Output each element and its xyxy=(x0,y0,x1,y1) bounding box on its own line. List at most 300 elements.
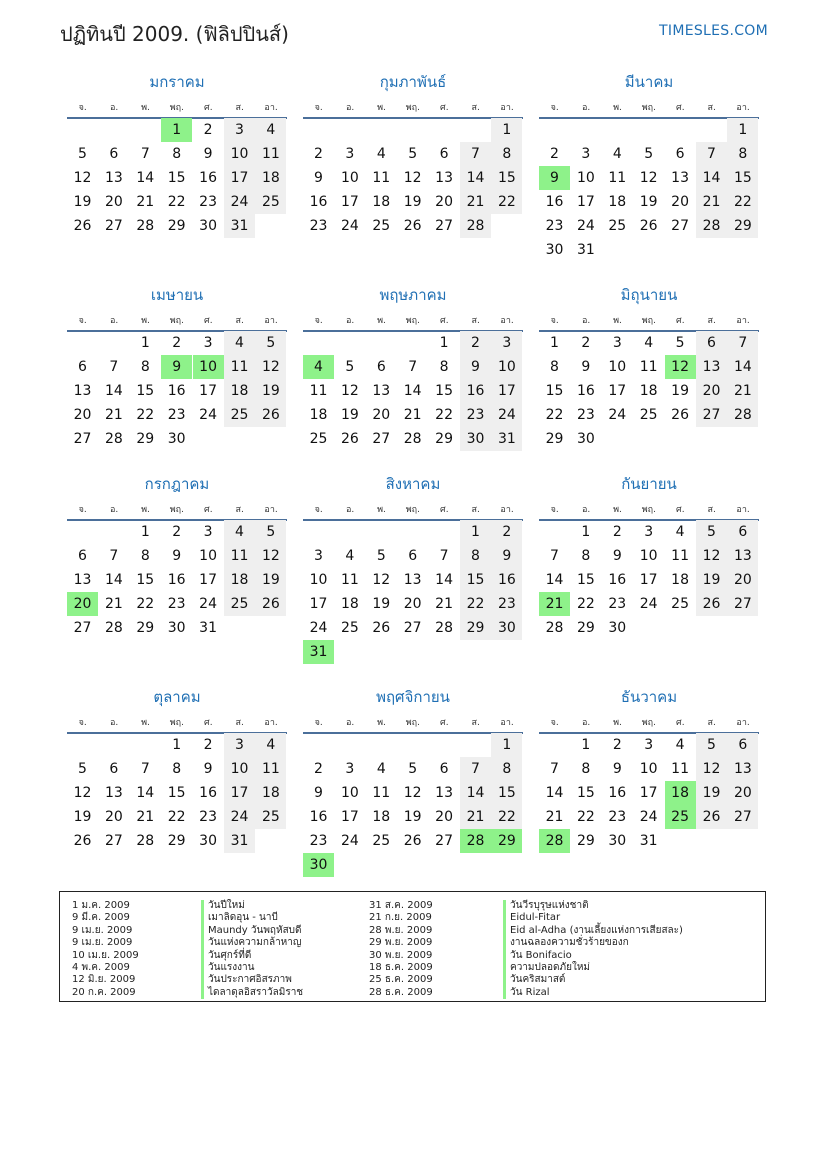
day-cell[interactable]: 23 xyxy=(167,407,186,423)
day-cell[interactable]: 24 xyxy=(576,218,595,234)
day-cell[interactable]: 29 xyxy=(136,431,155,447)
day-cell[interactable]: 22 xyxy=(167,809,186,825)
day-cell[interactable]: 29 xyxy=(136,620,155,636)
holiday-day-cell[interactable]: 21 xyxy=(539,592,570,616)
day-cell[interactable]: 4 xyxy=(376,146,386,162)
day-cell[interactable]: 11 xyxy=(340,572,359,588)
day-cell[interactable]: 9 xyxy=(612,761,622,777)
day-cell[interactable]: 21 xyxy=(136,809,155,825)
holiday-day-cell[interactable]: 10 xyxy=(193,355,224,379)
day-cell[interactable]: 9 xyxy=(460,355,491,379)
day-cell[interactable]: 2 xyxy=(550,146,559,162)
day-cell[interactable]: 17 xyxy=(340,194,359,210)
day-cell[interactable]: 8 xyxy=(172,146,182,162)
holiday-day-cell[interactable]: 30 xyxy=(303,853,334,877)
day-cell[interactable]: 4 xyxy=(675,737,685,753)
day-cell[interactable]: 21 xyxy=(696,190,727,214)
day-cell[interactable]: 3 xyxy=(491,331,522,355)
day-cell[interactable]: 23 xyxy=(608,809,627,825)
day-cell[interactable]: 14 xyxy=(696,166,727,190)
day-cell[interactable]: 23 xyxy=(491,592,522,616)
day-cell[interactable]: 17 xyxy=(224,166,255,190)
day-cell[interactable]: 26 xyxy=(372,620,391,636)
day-cell[interactable]: 28 xyxy=(696,214,727,238)
day-cell[interactable]: 18 xyxy=(671,572,689,588)
day-cell[interactable]: 3 xyxy=(612,335,622,351)
day-cell[interactable]: 23 xyxy=(309,833,328,849)
day-cell[interactable]: 3 xyxy=(224,733,255,757)
day-cell[interactable]: 28 xyxy=(460,214,491,238)
day-cell[interactable]: 8 xyxy=(140,359,150,375)
day-cell[interactable]: 7 xyxy=(550,761,559,777)
day-cell[interactable]: 16 xyxy=(460,379,491,403)
day-cell[interactable]: 3 xyxy=(644,524,654,540)
day-cell[interactable]: 26 xyxy=(255,592,286,616)
day-cell[interactable]: 25 xyxy=(340,620,359,636)
day-cell[interactable]: 11 xyxy=(224,355,255,379)
day-cell[interactable]: 30 xyxy=(608,833,627,849)
day-cell[interactable]: 7 xyxy=(439,548,449,564)
day-cell[interactable]: 29 xyxy=(167,833,186,849)
day-cell[interactable]: 2 xyxy=(172,524,182,540)
day-cell[interactable]: 18 xyxy=(224,568,255,592)
day-cell[interactable]: 4 xyxy=(644,335,654,351)
day-cell[interactable]: 5 xyxy=(408,761,418,777)
day-cell[interactable]: 8 xyxy=(460,544,491,568)
day-cell[interactable]: 22 xyxy=(491,805,522,829)
day-cell[interactable]: 7 xyxy=(140,761,150,777)
day-cell[interactable]: 4 xyxy=(224,331,255,355)
day-cell[interactable]: 15 xyxy=(576,785,595,801)
day-cell[interactable]: 5 xyxy=(696,733,727,757)
day-cell[interactable]: 11 xyxy=(639,359,658,375)
day-cell[interactable]: 15 xyxy=(136,383,155,399)
day-cell[interactable]: 24 xyxy=(608,407,627,423)
day-cell[interactable]: 5 xyxy=(78,761,87,777)
day-cell[interactable]: 25 xyxy=(224,403,255,427)
day-cell[interactable]: 1 xyxy=(439,335,449,351)
site-logo-text[interactable]: TIMESLES.COM xyxy=(659,23,768,39)
day-cell[interactable]: 14 xyxy=(136,785,155,801)
day-cell[interactable]: 21 xyxy=(104,407,123,423)
day-cell[interactable]: 8 xyxy=(581,548,591,564)
day-cell[interactable]: 29 xyxy=(727,214,758,238)
day-cell[interactable]: 26 xyxy=(340,431,359,447)
day-cell[interactable]: 27 xyxy=(435,833,453,849)
day-cell[interactable]: 23 xyxy=(576,407,595,423)
day-cell[interactable]: 13 xyxy=(435,170,453,186)
day-cell[interactable]: 25 xyxy=(372,218,391,234)
day-cell[interactable]: 10 xyxy=(340,785,359,801)
day-cell[interactable]: 27 xyxy=(727,805,758,829)
day-cell[interactable]: 24 xyxy=(639,809,658,825)
day-cell[interactable]: 17 xyxy=(608,383,627,399)
day-cell[interactable]: 22 xyxy=(545,407,564,423)
day-cell[interactable]: 11 xyxy=(309,383,328,399)
day-cell[interactable]: 14 xyxy=(460,166,491,190)
day-cell[interactable]: 8 xyxy=(140,548,150,564)
day-cell[interactable]: 15 xyxy=(727,166,758,190)
day-cell[interactable]: 8 xyxy=(550,359,559,375)
day-cell[interactable]: 4 xyxy=(345,548,355,564)
day-cell[interactable]: 17 xyxy=(491,379,522,403)
day-cell[interactable]: 1 xyxy=(581,524,591,540)
day-cell[interactable]: 5 xyxy=(255,520,286,544)
holiday-day-cell[interactable]: 9 xyxy=(161,355,192,379)
day-cell[interactable]: 18 xyxy=(224,379,255,403)
day-cell[interactable]: 30 xyxy=(199,218,217,234)
day-cell[interactable]: 26 xyxy=(696,592,727,616)
day-cell[interactable]: 16 xyxy=(199,785,217,801)
day-cell[interactable]: 2 xyxy=(203,737,213,753)
day-cell[interactable]: 12 xyxy=(696,544,727,568)
holiday-day-cell[interactable]: 28 xyxy=(460,829,491,853)
day-cell[interactable]: 8 xyxy=(172,761,182,777)
day-cell[interactable]: 11 xyxy=(608,170,627,186)
day-cell[interactable]: 29 xyxy=(460,616,491,640)
day-cell[interactable]: 16 xyxy=(545,194,564,210)
day-cell[interactable]: 24 xyxy=(340,218,359,234)
day-cell[interactable]: 2 xyxy=(314,761,323,777)
day-cell[interactable]: 15 xyxy=(576,572,595,588)
day-cell[interactable]: 16 xyxy=(167,572,186,588)
day-cell[interactable]: 30 xyxy=(167,431,186,447)
day-cell[interactable]: 21 xyxy=(727,379,758,403)
day-cell[interactable]: 5 xyxy=(376,548,386,564)
day-cell[interactable]: 2 xyxy=(314,146,323,162)
day-cell[interactable]: 19 xyxy=(696,568,727,592)
day-cell[interactable]: 1 xyxy=(550,335,559,351)
day-cell[interactable]: 27 xyxy=(403,620,422,636)
day-cell[interactable]: 11 xyxy=(372,170,391,186)
day-cell[interactable]: 4 xyxy=(255,118,286,142)
day-cell[interactable]: 4 xyxy=(376,761,386,777)
day-cell[interactable]: 26 xyxy=(671,407,689,423)
day-cell[interactable]: 21 xyxy=(435,596,453,612)
day-cell[interactable]: 9 xyxy=(581,359,591,375)
day-cell[interactable]: 23 xyxy=(199,194,217,210)
day-cell[interactable]: 25 xyxy=(639,407,658,423)
day-cell[interactable]: 6 xyxy=(109,761,119,777)
day-cell[interactable]: 22 xyxy=(435,407,453,423)
day-cell[interactable]: 20 xyxy=(671,194,689,210)
day-cell[interactable]: 21 xyxy=(104,596,123,612)
day-cell[interactable]: 11 xyxy=(671,548,689,564)
day-cell[interactable]: 19 xyxy=(255,379,286,403)
day-cell[interactable]: 16 xyxy=(608,785,627,801)
day-cell[interactable]: 25 xyxy=(671,596,689,612)
day-cell[interactable]: 30 xyxy=(608,620,627,636)
day-cell[interactable]: 6 xyxy=(675,146,685,162)
day-cell[interactable]: 30 xyxy=(491,616,522,640)
day-cell[interactable]: 13 xyxy=(73,572,92,588)
day-cell[interactable]: 31 xyxy=(224,214,255,238)
day-cell[interactable]: 27 xyxy=(73,431,92,447)
day-cell[interactable]: 20 xyxy=(372,407,391,423)
day-cell[interactable]: 24 xyxy=(639,596,658,612)
day-cell[interactable]: 20 xyxy=(696,379,727,403)
day-cell[interactable]: 1 xyxy=(491,118,522,142)
day-cell[interactable]: 19 xyxy=(696,781,727,805)
day-cell[interactable]: 13 xyxy=(435,785,453,801)
day-cell[interactable]: 7 xyxy=(408,359,418,375)
day-cell[interactable]: 7 xyxy=(696,142,727,166)
day-cell[interactable]: 17 xyxy=(224,781,255,805)
day-cell[interactable]: 20 xyxy=(104,194,123,210)
day-cell[interactable]: 8 xyxy=(727,142,758,166)
day-cell[interactable]: 22 xyxy=(576,809,595,825)
day-cell[interactable]: 14 xyxy=(136,170,155,186)
day-cell[interactable]: 27 xyxy=(727,592,758,616)
day-cell[interactable]: 2 xyxy=(612,737,622,753)
day-cell[interactable]: 10 xyxy=(608,359,627,375)
day-cell[interactable]: 30 xyxy=(199,833,217,849)
day-cell[interactable]: 11 xyxy=(671,761,689,777)
day-cell[interactable]: 8 xyxy=(491,142,522,166)
day-cell[interactable]: 5 xyxy=(696,520,727,544)
day-cell[interactable]: 31 xyxy=(491,427,522,451)
day-cell[interactable]: 13 xyxy=(403,572,422,588)
day-cell[interactable]: 7 xyxy=(460,757,491,781)
day-cell[interactable]: 16 xyxy=(199,170,217,186)
day-cell[interactable]: 20 xyxy=(104,809,123,825)
day-cell[interactable]: 10 xyxy=(340,170,359,186)
day-cell[interactable]: 8 xyxy=(491,757,522,781)
day-cell[interactable]: 13 xyxy=(727,544,758,568)
day-cell[interactable]: 26 xyxy=(696,805,727,829)
day-cell[interactable]: 14 xyxy=(460,781,491,805)
day-cell[interactable]: 13 xyxy=(671,170,689,186)
day-cell[interactable]: 23 xyxy=(545,218,564,234)
day-cell[interactable]: 28 xyxy=(435,620,453,636)
day-cell[interactable]: 14 xyxy=(727,355,758,379)
holiday-day-cell[interactable]: 28 xyxy=(539,829,570,853)
day-cell[interactable]: 3 xyxy=(203,335,213,351)
day-cell[interactable]: 9 xyxy=(203,146,213,162)
day-cell[interactable]: 10 xyxy=(309,572,328,588)
day-cell[interactable]: 9 xyxy=(314,785,323,801)
day-cell[interactable]: 9 xyxy=(172,548,182,564)
day-cell[interactable]: 27 xyxy=(104,833,123,849)
day-cell[interactable]: 17 xyxy=(639,785,658,801)
day-cell[interactable]: 1 xyxy=(581,737,591,753)
day-cell[interactable]: 9 xyxy=(612,548,622,564)
day-cell[interactable]: 28 xyxy=(403,431,422,447)
day-cell[interactable]: 30 xyxy=(545,242,564,258)
holiday-day-cell[interactable]: 9 xyxy=(539,166,570,190)
holiday-day-cell[interactable]: 12 xyxy=(665,355,696,379)
day-cell[interactable]: 14 xyxy=(104,572,123,588)
day-cell[interactable]: 22 xyxy=(136,407,155,423)
day-cell[interactable]: 9 xyxy=(314,170,323,186)
day-cell[interactable]: 1 xyxy=(140,335,150,351)
day-cell[interactable]: 14 xyxy=(104,383,123,399)
day-cell[interactable]: 7 xyxy=(550,548,559,564)
day-cell[interactable]: 10 xyxy=(224,757,255,781)
day-cell[interactable]: 6 xyxy=(727,520,758,544)
day-cell[interactable]: 16 xyxy=(309,809,328,825)
day-cell[interactable]: 18 xyxy=(255,781,286,805)
day-cell[interactable]: 13 xyxy=(696,355,727,379)
day-cell[interactable]: 17 xyxy=(199,572,217,588)
day-cell[interactable]: 24 xyxy=(199,407,217,423)
day-cell[interactable]: 21 xyxy=(460,805,491,829)
day-cell[interactable]: 12 xyxy=(73,785,92,801)
day-cell[interactable]: 18 xyxy=(309,407,328,423)
day-cell[interactable]: 7 xyxy=(109,548,119,564)
day-cell[interactable]: 15 xyxy=(460,568,491,592)
day-cell[interactable]: 4 xyxy=(255,733,286,757)
day-cell[interactable]: 18 xyxy=(608,194,627,210)
day-cell[interactable]: 20 xyxy=(403,596,422,612)
day-cell[interactable]: 28 xyxy=(104,620,123,636)
day-cell[interactable]: 21 xyxy=(545,809,564,825)
day-cell[interactable]: 3 xyxy=(644,737,654,753)
day-cell[interactable]: 5 xyxy=(78,146,87,162)
day-cell[interactable]: 25 xyxy=(372,833,391,849)
day-cell[interactable]: 21 xyxy=(460,190,491,214)
day-cell[interactable]: 16 xyxy=(167,383,186,399)
day-cell[interactable]: 1 xyxy=(140,524,150,540)
day-cell[interactable]: 1 xyxy=(491,733,522,757)
day-cell[interactable]: 15 xyxy=(491,166,522,190)
day-cell[interactable]: 20 xyxy=(73,407,92,423)
day-cell[interactable]: 20 xyxy=(727,568,758,592)
day-cell[interactable]: 6 xyxy=(727,733,758,757)
day-cell[interactable]: 10 xyxy=(576,170,595,186)
day-cell[interactable]: 16 xyxy=(309,194,328,210)
day-cell[interactable]: 19 xyxy=(372,596,391,612)
day-cell[interactable]: 5 xyxy=(675,335,685,351)
day-cell[interactable]: 6 xyxy=(439,146,449,162)
day-cell[interactable]: 21 xyxy=(403,407,422,423)
day-cell[interactable]: 30 xyxy=(460,427,491,451)
day-cell[interactable]: 10 xyxy=(491,355,522,379)
day-cell[interactable]: 12 xyxy=(403,785,422,801)
day-cell[interactable]: 1 xyxy=(727,118,758,142)
day-cell[interactable]: 26 xyxy=(73,218,92,234)
day-cell[interactable]: 19 xyxy=(255,568,286,592)
day-cell[interactable]: 6 xyxy=(376,359,386,375)
day-cell[interactable]: 28 xyxy=(136,218,155,234)
day-cell[interactable]: 2 xyxy=(203,122,213,138)
day-cell[interactable]: 5 xyxy=(644,146,654,162)
day-cell[interactable]: 20 xyxy=(727,781,758,805)
day-cell[interactable]: 3 xyxy=(224,118,255,142)
day-cell[interactable]: 6 xyxy=(439,761,449,777)
day-cell[interactable]: 5 xyxy=(255,331,286,355)
day-cell[interactable]: 22 xyxy=(491,190,522,214)
day-cell[interactable]: 24 xyxy=(491,403,522,427)
day-cell[interactable]: 14 xyxy=(403,383,422,399)
day-cell[interactable]: 17 xyxy=(309,596,328,612)
day-cell[interactable]: 18 xyxy=(639,383,658,399)
day-cell[interactable]: 28 xyxy=(136,833,155,849)
day-cell[interactable]: 16 xyxy=(576,383,595,399)
day-cell[interactable]: 26 xyxy=(639,218,658,234)
day-cell[interactable]: 9 xyxy=(491,544,522,568)
day-cell[interactable]: 3 xyxy=(314,548,323,564)
day-cell[interactable]: 17 xyxy=(199,383,217,399)
day-cell[interactable]: 3 xyxy=(203,524,213,540)
day-cell[interactable]: 18 xyxy=(372,194,391,210)
holiday-day-cell[interactable]: 31 xyxy=(303,640,334,664)
day-cell[interactable]: 2 xyxy=(460,331,491,355)
day-cell[interactable]: 24 xyxy=(309,620,328,636)
day-cell[interactable]: 23 xyxy=(608,596,627,612)
day-cell[interactable]: 31 xyxy=(199,620,217,636)
day-cell[interactable]: 31 xyxy=(576,242,595,258)
day-cell[interactable]: 6 xyxy=(78,548,87,564)
day-cell[interactable]: 14 xyxy=(545,572,564,588)
day-cell[interactable]: 29 xyxy=(576,833,595,849)
day-cell[interactable]: 31 xyxy=(639,833,658,849)
day-cell[interactable]: 11 xyxy=(255,757,286,781)
day-cell[interactable]: 18 xyxy=(340,596,359,612)
day-cell[interactable]: 24 xyxy=(340,833,359,849)
day-cell[interactable]: 15 xyxy=(545,383,564,399)
day-cell[interactable]: 20 xyxy=(435,194,453,210)
day-cell[interactable]: 30 xyxy=(576,431,595,447)
day-cell[interactable]: 12 xyxy=(255,355,286,379)
day-cell[interactable]: 12 xyxy=(73,170,92,186)
holiday-day-cell[interactable]: 1 xyxy=(161,118,192,142)
day-cell[interactable]: 14 xyxy=(545,785,564,801)
day-cell[interactable]: 22 xyxy=(727,190,758,214)
day-cell[interactable]: 22 xyxy=(460,592,491,616)
day-cell[interactable]: 4 xyxy=(224,520,255,544)
day-cell[interactable]: 15 xyxy=(491,781,522,805)
day-cell[interactable]: 17 xyxy=(340,809,359,825)
day-cell[interactable]: 19 xyxy=(639,194,658,210)
day-cell[interactable]: 17 xyxy=(576,194,595,210)
day-cell[interactable]: 19 xyxy=(403,194,422,210)
day-cell[interactable]: 29 xyxy=(167,218,186,234)
day-cell[interactable]: 28 xyxy=(727,403,758,427)
holiday-day-cell[interactable]: 29 xyxy=(491,829,522,853)
day-cell[interactable]: 23 xyxy=(460,403,491,427)
day-cell[interactable]: 11 xyxy=(255,142,286,166)
holiday-day-cell[interactable]: 4 xyxy=(303,355,334,379)
day-cell[interactable]: 19 xyxy=(73,194,92,210)
day-cell[interactable]: 28 xyxy=(545,620,564,636)
day-cell[interactable]: 7 xyxy=(140,146,150,162)
day-cell[interactable]: 26 xyxy=(403,218,422,234)
day-cell[interactable]: 13 xyxy=(372,383,391,399)
day-cell[interactable]: 6 xyxy=(78,359,87,375)
day-cell[interactable]: 5 xyxy=(345,359,355,375)
day-cell[interactable]: 12 xyxy=(639,170,658,186)
day-cell[interactable]: 10 xyxy=(224,142,255,166)
day-cell[interactable]: 27 xyxy=(73,620,92,636)
holiday-day-cell[interactable]: 25 xyxy=(665,805,696,829)
day-cell[interactable]: 26 xyxy=(403,833,422,849)
day-cell[interactable]: 6 xyxy=(109,146,119,162)
day-cell[interactable]: 24 xyxy=(224,805,255,829)
day-cell[interactable]: 28 xyxy=(104,431,123,447)
day-cell[interactable]: 7 xyxy=(727,331,758,355)
holiday-day-cell[interactable]: 20 xyxy=(67,592,98,616)
day-cell[interactable]: 12 xyxy=(696,757,727,781)
day-cell[interactable]: 26 xyxy=(73,833,92,849)
day-cell[interactable]: 18 xyxy=(372,809,391,825)
day-cell[interactable]: 22 xyxy=(167,194,186,210)
day-cell[interactable]: 8 xyxy=(581,761,591,777)
day-cell[interactable]: 30 xyxy=(167,620,186,636)
day-cell[interactable]: 12 xyxy=(255,544,286,568)
day-cell[interactable]: 2 xyxy=(581,335,591,351)
day-cell[interactable]: 12 xyxy=(372,572,391,588)
